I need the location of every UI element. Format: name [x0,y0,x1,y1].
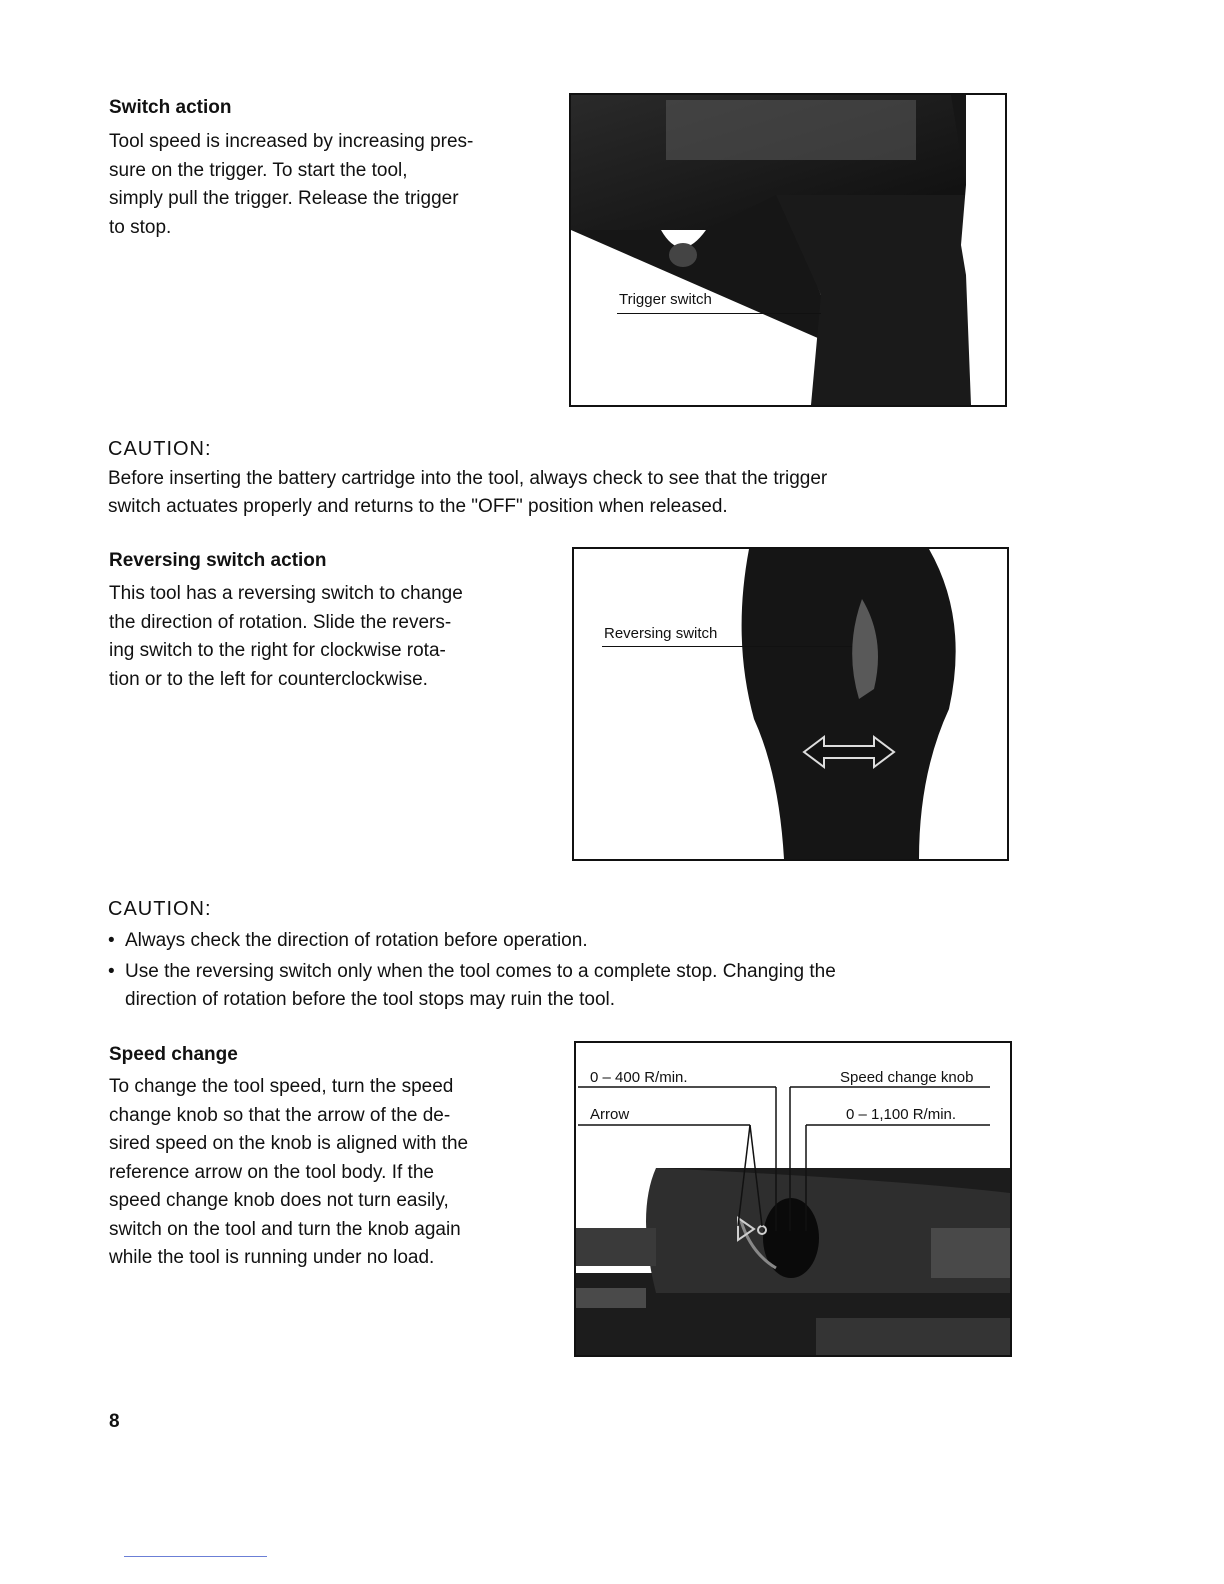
text-line: while the tool is running under no load. [109,1247,435,1268]
page-number: 8 [109,1411,120,1432]
reversing-switch-leader-line [602,646,852,647]
text-line: sired speed on the knob is aligned with the [109,1133,469,1154]
text-line: direction of rotation before the tool stops may ruin the tool. [125,989,616,1010]
drill-rear-illustration [574,549,1007,859]
high-speed-label: 0 – 1,100 R/min. [846,1106,957,1123]
text-line: to stop. [109,216,172,238]
switch-action-heading: Switch action [109,97,232,118]
text-line: reference arrow on the tool body. If the [109,1161,434,1183]
low-speed-label: 0 – 400 R/min. [590,1069,688,1086]
reversing-switch-heading: Reversing switch action [109,550,327,571]
text-line: simply pull the trigger. Release the trigger [109,188,459,209]
text-line: speed change knob does not turn easily, [109,1190,449,1211]
text-line: switch on the tool and turn the knob again [109,1218,461,1240]
text-line: Use the reversing switch only when the tool comes to a complete stop. Changing the [125,961,836,982]
switch-action-paragraph [109,128,545,242]
bullet-icon: • [108,930,115,951]
trigger-switch-label: Trigger switch [619,291,712,308]
divider [124,1556,267,1557]
text-line: tion or to the left for counterclockwise. [109,668,428,690]
text-line: To change the tool speed, turn the speed [109,1076,454,1097]
text-line: Before inserting the battery cartridge into the tool, always check to see that the trigger [108,468,828,489]
reversing-switch-photo [572,547,1009,861]
caution-heading: CAUTION: [108,438,212,460]
text-line: This tool has a reversing switch to change [109,583,463,604]
reversing-switch-label: Reversing switch [604,625,718,642]
text-line: switch actuates properly and returns to the "OFF" position when released. [108,496,728,517]
speed-change-heading: Speed change [109,1044,238,1065]
caution-bullet-1: Always check the direction of rotation before operation. [125,930,588,951]
arrow-label: Arrow [590,1106,630,1123]
text-line: Tool speed is increased by increasing pres- [109,131,474,152]
caution-heading: CAUTION: [108,898,212,920]
speed-change-paragraph [109,1073,545,1273]
drill-speed-knob-illustration [576,1043,1010,1355]
drill-trigger-illustration [571,95,1005,405]
text-line: ing switch to the right for clockwise rota- [109,640,446,661]
text-line: the direction of rotation. Slide the revers- [109,611,452,633]
speed-change-knob-label: Speed change knob [840,1069,974,1086]
caution-bullet-2 [125,958,1012,1014]
caution-paragraph [108,465,1012,521]
text-line: sure on the trigger. To start the tool, [109,159,408,181]
reversing-switch-paragraph [109,580,545,694]
trigger-switch-photo [569,93,1007,407]
bullet-icon: • [108,961,115,982]
text-line: change knob so that the arrow of the de- [109,1104,451,1126]
speed-change-photo [574,1041,1012,1357]
trigger-switch-leader-line [617,313,821,314]
